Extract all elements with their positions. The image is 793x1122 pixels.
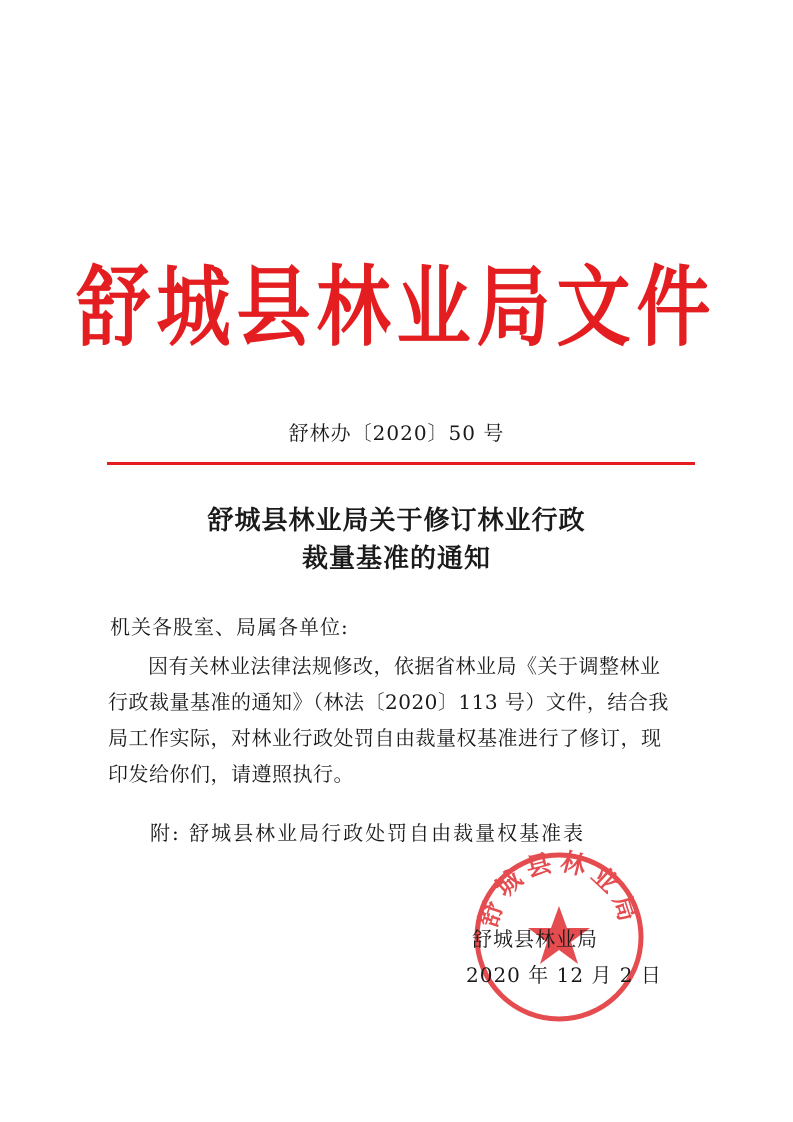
issue-date: 2020 年 12 月 2 日 (466, 963, 662, 987)
document-number: 舒林办〔2020〕50 号 (288, 421, 505, 445)
notice-title-line-1: 舒城县林业局关于修订林业行政 (207, 506, 586, 536)
attachment-note: 附: 舒城县林业局行政处罚自由裁量权基准表 (150, 821, 586, 845)
issuer-signature: 舒城县林业局 (472, 927, 598, 951)
body-line: 局工作实际，对林业行政处罚自由裁量权基准进行了修订，现 (108, 726, 662, 750)
body-paragraph (108, 648, 698, 792)
masthead-title: 舒城县林业局文件 (76, 257, 717, 359)
seal-text: 舒城县林业局 (473, 848, 645, 931)
red-divider-line (107, 462, 695, 465)
notice-title-line-2: 裁量基准的通知 (301, 544, 491, 574)
notice-title (0, 502, 793, 578)
body-line: 行政裁量基准的通知》（林法〔2020〕113 号）文件，结合我 (108, 690, 669, 714)
body-line: 因有关林业法律法规修改，依据省林业局《关于调整林业 (148, 654, 661, 678)
body-line: 印发给你们，请遵照执行。 (108, 762, 354, 786)
addressee: 机关各股室、局属各单位: (110, 615, 349, 639)
